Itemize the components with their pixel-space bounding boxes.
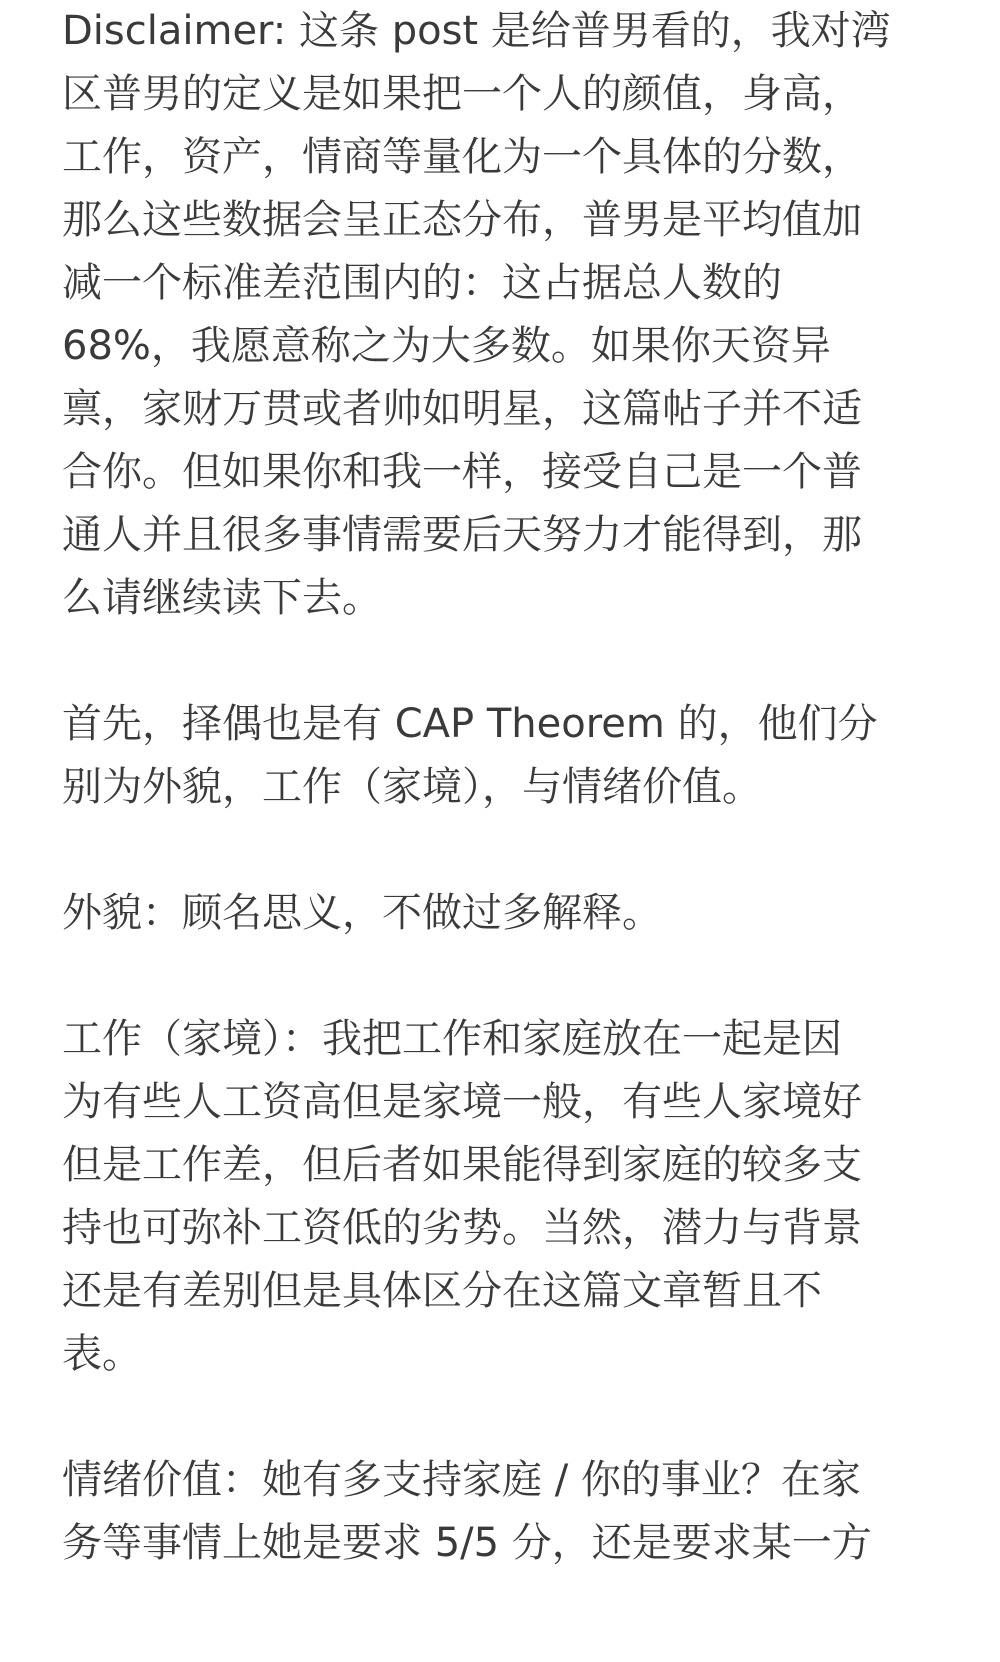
- paragraph-cap-theorem: [62, 693, 942, 819]
- text-line: 持也可弥补工资低的劣势。当然，潜力与背景: [62, 1205, 862, 1251]
- paragraph-work-family: [62, 1008, 942, 1386]
- text-line: 68%，我愿意称之为大多数。如果你天资异: [62, 323, 831, 369]
- paragraph-spacer: [62, 630, 942, 693]
- text-line: 务等事情上她是要求 5/5 分，还是要求某一方: [62, 1520, 872, 1566]
- text-line: 禀，家财万贯或者帅如明星，这篇帖子并不适: [62, 386, 862, 432]
- text-line: 但是工作差，但后者如果能得到家庭的较多支: [62, 1142, 862, 1188]
- paragraph-emotional-value: [62, 1449, 942, 1575]
- text-line: 工作（家境）：我把工作和家庭放在一起是因: [62, 1016, 842, 1062]
- paragraph-spacer: [62, 819, 942, 882]
- text-line: 工作，资产，情商等量化为一个具体的分数，: [62, 134, 862, 180]
- paragraph-spacer: [62, 1386, 942, 1449]
- text-line: 通人并且很多事情需要后天努力才能得到，那: [62, 512, 862, 558]
- text-line: 还是有差别但是具体区分在这篇文章暂且不: [62, 1268, 822, 1314]
- text-line: 首先，择偶也是有 CAP Theorem 的，他们分: [62, 701, 878, 747]
- text-line: 别为外貌，工作（家境），与情绪价值。: [62, 764, 762, 810]
- text-line: 那么这些数据会呈正态分布，普男是平均值加: [62, 197, 862, 243]
- text-line: 区普男的定义是如果把一个人的颜值，身高，: [62, 71, 862, 117]
- paragraph-disclaimer: [62, 0, 942, 630]
- paragraph-spacer: [62, 945, 942, 1008]
- article-body: [62, 0, 942, 1575]
- text-line: 情绪价值：她有多支持家庭 / 你的事业？在家: [62, 1457, 861, 1503]
- text-line: 表。: [62, 1331, 142, 1377]
- text-line: 合你。但如果你和我一样，接受自己是一个普: [62, 449, 862, 495]
- text-line: 减一个标准差范围内的：这占据总人数的: [62, 260, 782, 306]
- text-line: Disclaimer: 这条 post 是给普男看的，我对湾: [62, 8, 891, 54]
- text-line: 为有些人工资高但是家境一般，有些人家境好: [62, 1079, 862, 1125]
- text-line: 外貌：顾名思义，不做过多解释。: [62, 890, 662, 936]
- text-line: 么请继续读下去。: [62, 575, 382, 621]
- paragraph-appearance: [62, 882, 942, 945]
